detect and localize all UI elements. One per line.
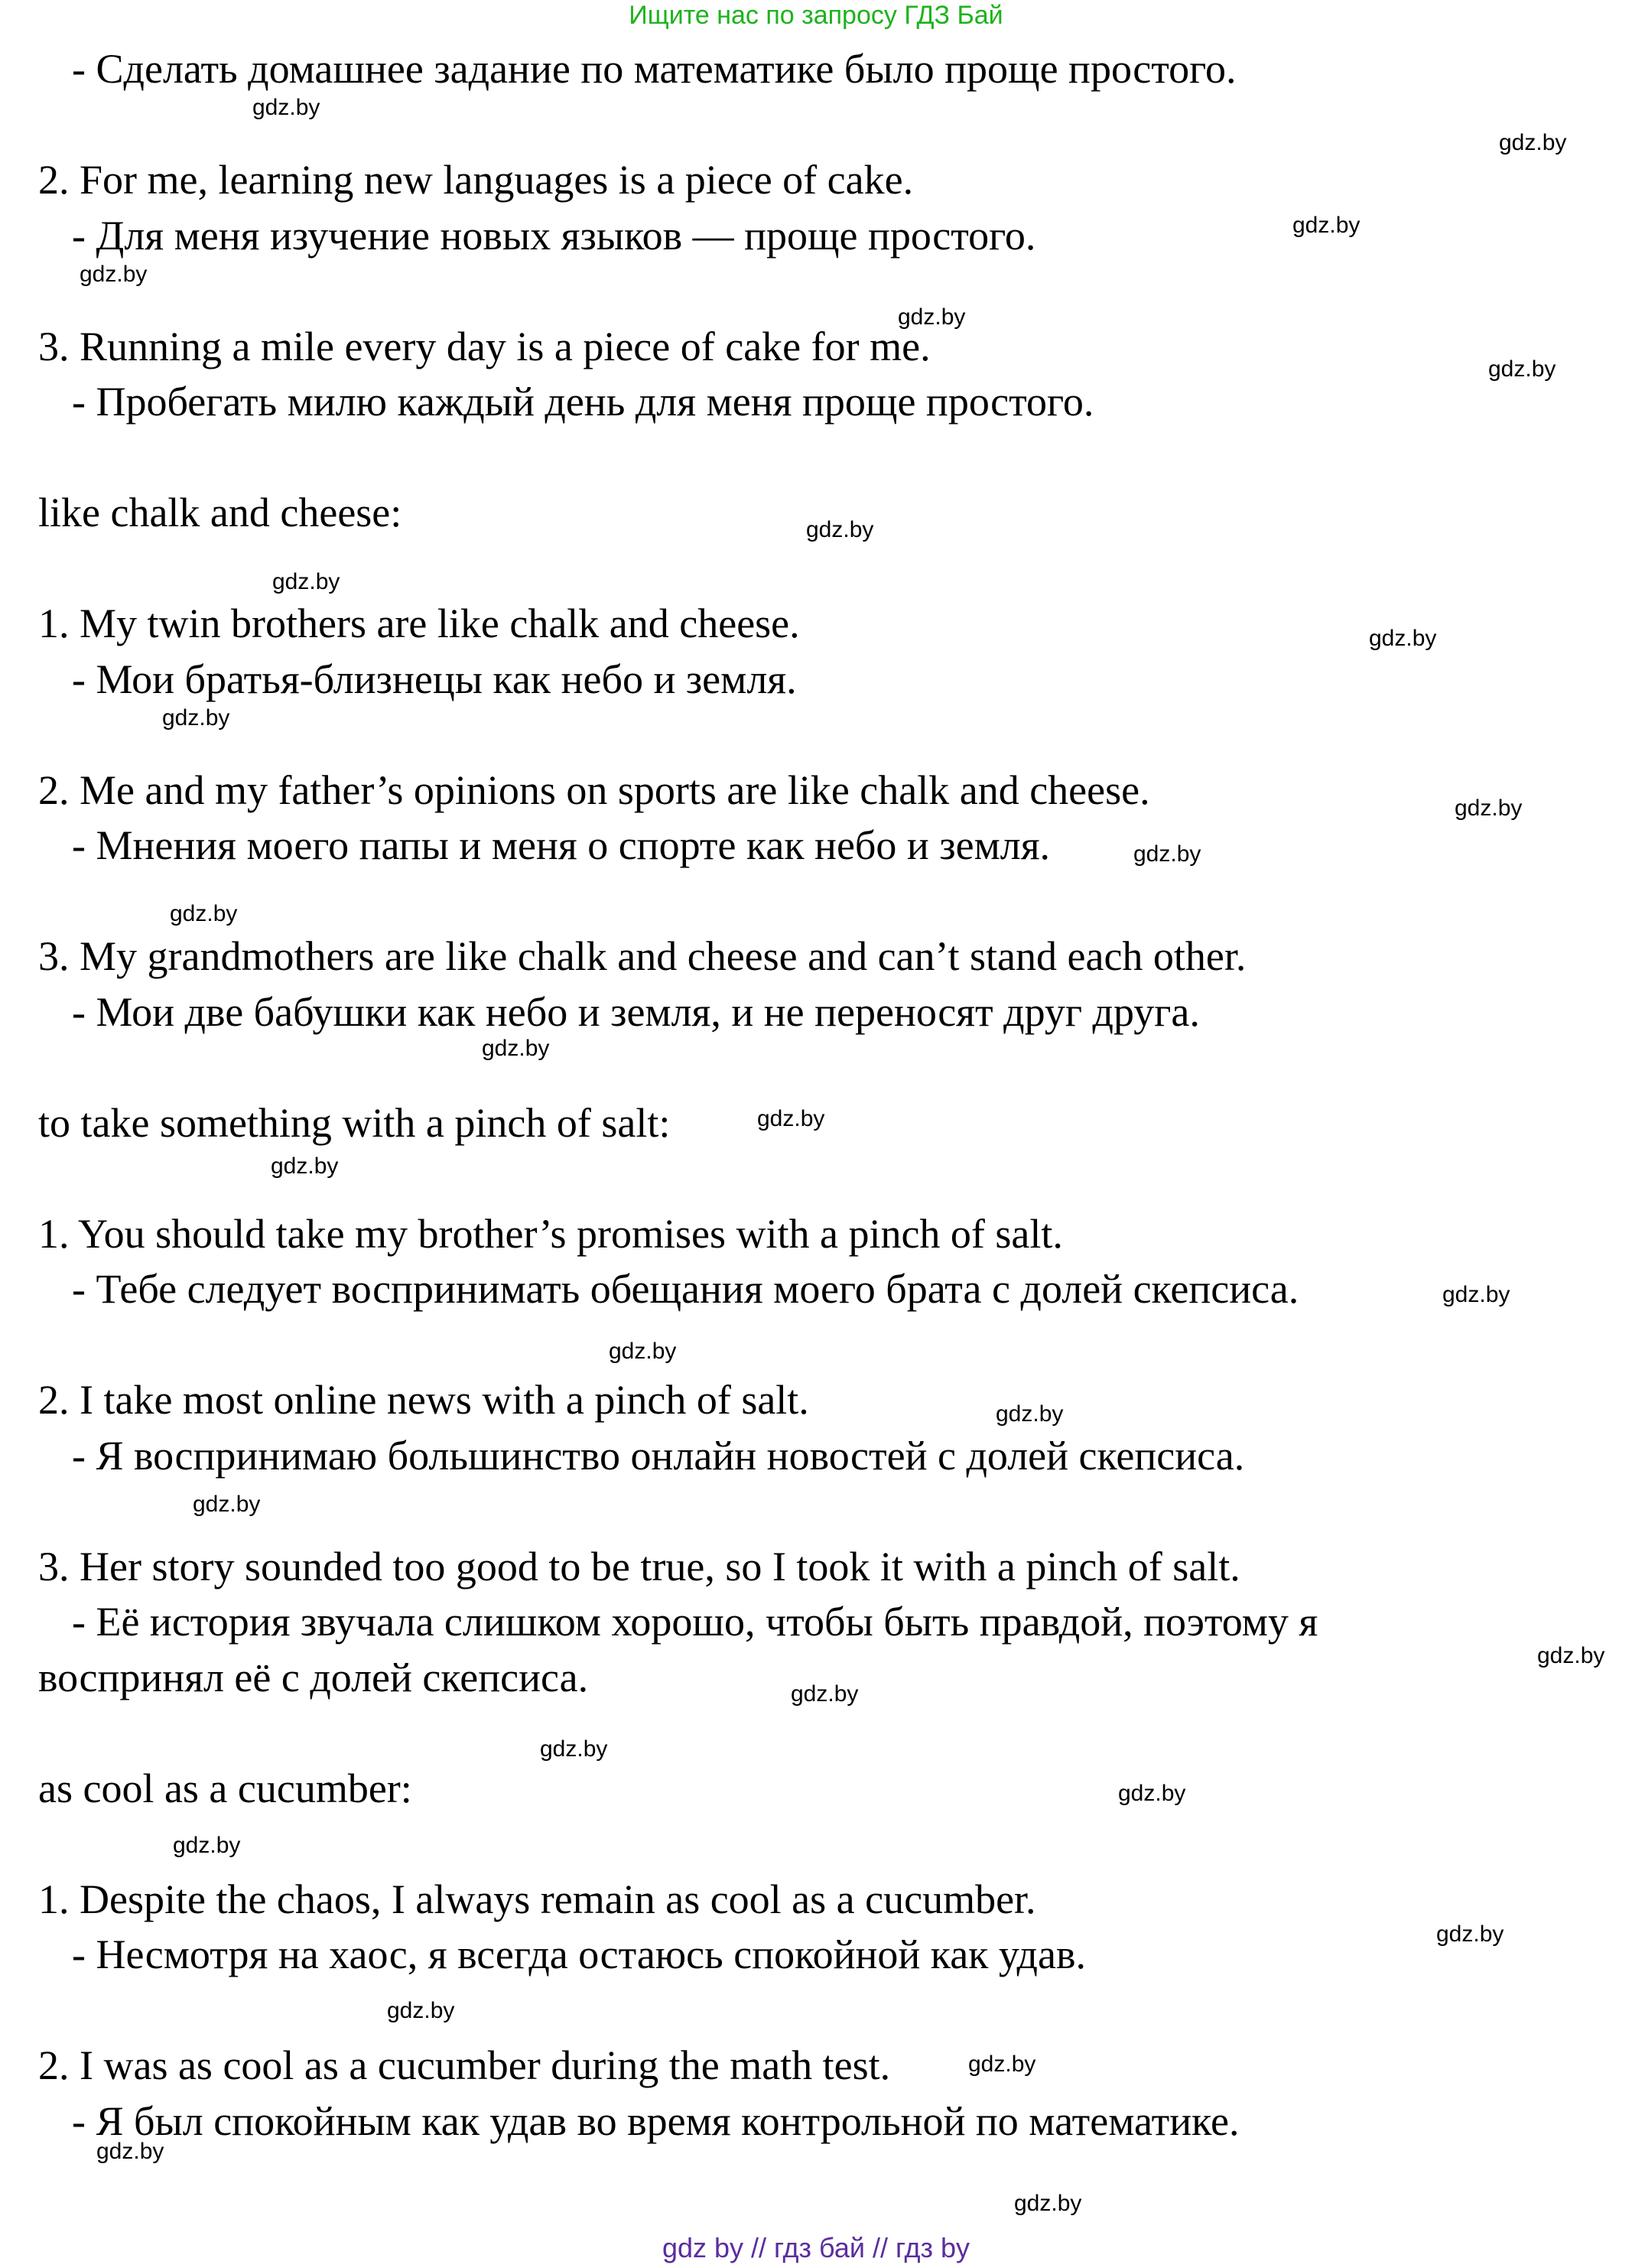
example-sentence: 3. Running a mile every day is a piece of cake for me. xyxy=(38,323,931,369)
translation-line: - Я воспринимаю большинство онлайн новостей с долей скепсиса. xyxy=(72,1432,1245,1479)
document-body xyxy=(38,41,1552,2149)
watermark: gdz.by xyxy=(791,1681,859,1707)
example-sentence: 3. Her story sounded too good to be true, so I took it with a pinch of salt. xyxy=(38,1543,1240,1590)
translation-line: - Сделать домашнее задание по математике было проще простого. xyxy=(72,46,1237,92)
translation-continuation: воспринял её с долей скепсиса. xyxy=(38,1654,589,1700)
watermark: gdz.by xyxy=(1292,213,1361,238)
watermark: gdz.by xyxy=(1118,1781,1186,1806)
watermark: gdz.by xyxy=(173,1833,241,1858)
watermark: gdz.by xyxy=(609,1339,677,1364)
watermark: gdz.by xyxy=(968,2052,1036,2077)
watermark: gdz.by xyxy=(482,1036,550,1061)
paragraph-gap xyxy=(38,707,1552,763)
example-sentence: 2. For me, learning new languages is a piece of cake. xyxy=(38,157,914,203)
example-sentence: 3. My grandmothers are like chalk and cheese and can’t stand each other. xyxy=(38,933,1247,979)
translation-line: - Пробегать милю каждый день для меня проще простого. xyxy=(72,379,1094,425)
translation-line: - Мои братья-близнецы как небо и земля. xyxy=(72,656,797,702)
paragraph-gap xyxy=(38,874,1552,929)
translation-line: - Мнения моего папы и меня о спорте как небо и земля. xyxy=(72,822,1051,868)
paragraph-gap xyxy=(38,1705,1552,1761)
paragraph-gap xyxy=(38,1983,1552,2039)
watermark: gdz.by xyxy=(1537,1643,1605,1668)
watermark: gdz.by xyxy=(1133,841,1201,867)
watermark: gdz.by xyxy=(193,1492,261,1517)
idiom-heading: as cool as a cucumber: xyxy=(38,1765,412,1811)
watermark: gdz.by xyxy=(1455,796,1523,821)
idiom-heading: like chalk and cheese: xyxy=(38,490,402,535)
watermark: gdz.by xyxy=(1488,356,1556,382)
idiom-heading: to take something with a pinch of salt: xyxy=(38,1099,671,1146)
bottom-footer[interactable]: gdz by // гдз бай // гдз by xyxy=(662,2232,970,2263)
paragraph-gap xyxy=(38,263,1552,319)
watermark: gdz.by xyxy=(170,901,238,926)
example-sentence: 2. I was as cool as a cucumber during the math test. xyxy=(38,2042,891,2088)
watermark: gdz.by xyxy=(271,1154,339,1179)
watermark: gdz.by xyxy=(272,569,340,594)
example-sentence: 2. I take most online news with a pinch of salt. xyxy=(38,1377,809,1423)
top-banner[interactable]: Ищите нас по запросу ГДЗ Бай xyxy=(629,1,1003,30)
translation-line: - Её история звучала слишком хорошо, чтобы быть правдой, поэтому я xyxy=(72,1599,1318,1645)
paragraph-gap xyxy=(38,1150,1552,1206)
translation-line: - Несмотря на хаос, я всегда остаюсь спокойной как удав. xyxy=(72,1931,1086,1977)
watermark: gdz.by xyxy=(806,517,874,542)
paragraph-gap xyxy=(38,1317,1552,1373)
translation-line: - Тебе следует воспринимать обещания моего брата с долей скепсиса. xyxy=(72,1266,1299,1312)
example-sentence: 1. My twin brothers are like chalk and cheese. xyxy=(38,600,800,646)
example-sentence: 1. You should take my brother’s promises with a pinch of salt. xyxy=(38,1210,1063,1257)
watermark: gdz.by xyxy=(757,1106,825,1131)
translation-line: - Я был спокойным как удав во время контрольной по математике. xyxy=(72,2097,1240,2144)
watermark: gdz.by xyxy=(1436,1921,1504,1947)
watermark: gdz.by xyxy=(1442,1282,1510,1307)
watermark: gdz.by xyxy=(1014,2191,1082,2216)
watermark: gdz.by xyxy=(1369,626,1437,651)
example-sentence: 2. Me and my father’s opinions on sports are like chalk and cheese. xyxy=(38,766,1150,813)
translation-line: - Мои две бабушки как небо и земля, и не переносят друг друга. xyxy=(72,988,1200,1035)
watermark: gdz.by xyxy=(1499,130,1567,155)
paragraph-gap xyxy=(38,1816,1552,1872)
example-sentence: 1. Despite the chaos, I always remain as cool as a cucumber. xyxy=(38,1876,1036,1922)
watermark: gdz.by xyxy=(996,1401,1064,1427)
watermark: gdz.by xyxy=(162,705,230,731)
paragraph-gap xyxy=(38,1040,1552,1095)
watermark: gdz.by xyxy=(80,262,148,287)
paragraph-gap xyxy=(38,430,1552,486)
watermark: gdz.by xyxy=(252,95,320,120)
translation-line: - Для меня изучение новых языков — проще простого. xyxy=(72,212,1036,259)
watermark: gdz.by xyxy=(898,304,966,330)
watermark: gdz.by xyxy=(387,1998,455,2023)
paragraph-gap xyxy=(38,1483,1552,1539)
paragraph-gap xyxy=(38,541,1552,597)
watermark: gdz.by xyxy=(540,1736,608,1762)
watermark: gdz.by xyxy=(96,2139,164,2164)
